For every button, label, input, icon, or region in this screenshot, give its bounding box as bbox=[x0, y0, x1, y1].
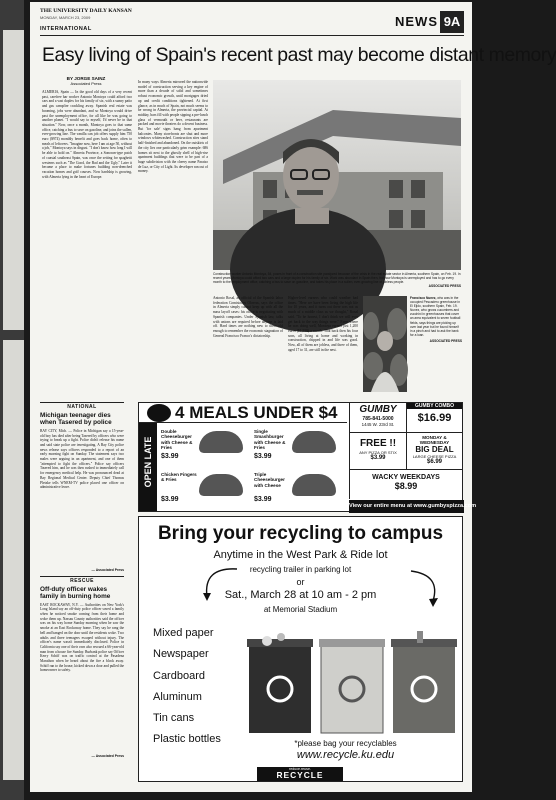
starburst-icon bbox=[147, 404, 171, 422]
meal-item bbox=[159, 468, 251, 510]
national-credit: — Associated Press bbox=[91, 567, 124, 572]
byline bbox=[42, 76, 130, 86]
recycle-line-2: Anytime in the West Park & Ride lot bbox=[213, 549, 388, 561]
recycle-url[interactable]: www.recycle.ku.edu bbox=[296, 749, 395, 761]
combo-label: GUMBY COMBO bbox=[407, 403, 462, 409]
recycle-note: *please bag your recyclables bbox=[294, 739, 397, 748]
burger-icon bbox=[199, 431, 243, 453]
paper-name: THE UNIVERSITY DAILY KANSAN bbox=[40, 8, 132, 14]
news-label: NEWS bbox=[395, 14, 438, 29]
free-label: FREE !! bbox=[359, 438, 397, 449]
recycle-logo-text: RECYCLE bbox=[276, 770, 324, 780]
material-item: Plastic bottles bbox=[153, 733, 221, 746]
meals-headline bbox=[175, 403, 338, 423]
combo-price: $16.99 bbox=[417, 412, 452, 424]
burger-icon bbox=[292, 431, 336, 453]
photo-greenhouse-farmer bbox=[363, 296, 407, 392]
materials-list bbox=[153, 627, 243, 755]
rescue-body: EAST ROCKAWAY, N.Y. — Authorities on New York's Long Island say an off-duty police officer saved a family when he noticed smoke coming from their home and woke them up. Nassau County authorities said the officer was on his way home Sunday morning when he saw the smoke at an East Rockaway home. They say he rang the bell and banged on the door until the residents woke. Two adults and three teenagers escaped without injury. The officer's name wasn't immediately disclosed. Police in California say one of their own also rescued a 66-year-old man from a house fire Sunday. Burbank police say Officer Kerry Schiff was on traffic control at the Pasadena Marathon when he heard about the fire a block away. Schiff ran to the house, kicked down a door and pulled the homeowner to safety. bbox=[40, 602, 124, 673]
article-column-3: Antonio Rosal, an official of the Spanish labor federation Comisiones Obreras, says the office in Almeria simply cannot keep up with all the mass layoff cases: his office is negotiating with Spanish companies. Under Spanish law, talks with unions are required before anyone is laid off. Hard times are nothing new to these old enough to remember the economic stagnation of General Francisco Franco's dictatorship. bbox=[213, 296, 283, 338]
recycle-logo-small: reduce.reuse. bbox=[289, 767, 311, 771]
burger-icon bbox=[199, 474, 243, 496]
meal-price: $3.99 bbox=[161, 496, 179, 503]
issue-date: MONDAY, MARCH 23, 2009 bbox=[40, 15, 91, 20]
main-photo bbox=[213, 80, 461, 270]
material-item: Aluminum bbox=[153, 690, 202, 703]
material-item: Newspaper bbox=[153, 648, 209, 661]
store-address: 1445 W. 23rd St. bbox=[361, 422, 395, 427]
caption-text: who was in the occupied Pescadero greenhouse in El Ejido, southern Spain, Feb. 19. Nunez, who grows cucumbers and zucchini in greenhouses that cover an area equivalent to seven football fields, says things are picking up over last year but he found himself in a pinch and had to ask the bank for a loan. bbox=[410, 296, 461, 337]
wire-service: Associated Press bbox=[70, 81, 102, 86]
monwed-label: MONDAY & WEDNESDAY bbox=[419, 435, 450, 445]
open-late-label: OPEN LATE bbox=[143, 436, 153, 488]
article-headline: Easy living of Spain's recent past may become distant memory bbox=[42, 44, 556, 66]
rescue-label: RESCUE bbox=[40, 576, 124, 584]
masthead bbox=[40, 8, 464, 36]
meal-name: Triple Cheeseburger with Cheese bbox=[254, 472, 285, 488]
recycling-ad bbox=[138, 516, 463, 782]
section-label: INTERNATIONAL bbox=[40, 26, 92, 32]
meal-item bbox=[159, 425, 251, 467]
curved-arrow-icon bbox=[407, 567, 443, 607]
free-sub: ANY PIZZA OR STIX bbox=[359, 450, 397, 455]
recycle-line-5: at Memorial Stadium bbox=[263, 605, 338, 614]
meals-banner bbox=[139, 403, 347, 423]
free-price: $3.99 bbox=[370, 455, 386, 461]
curved-arrow-icon bbox=[199, 563, 239, 603]
recycling-bins bbox=[247, 629, 459, 737]
free-deal bbox=[349, 433, 406, 469]
caption-name: Francisco Nunez, bbox=[410, 296, 437, 300]
wacky-label: WACKY WEEKDAYS bbox=[372, 474, 440, 481]
article-column-4: Higher-level earners who could weather bad times. "Here we have been living the high life for 10 years, and it turns out there was not as much of a middle class as we thought," Rosal said. "To be honest, I don't think we will ever get back to the way things were." Even where he was doing well, Montoya earned just 1,200 euros ($1,550) a month. That back then his four sons, all living at home and working in construction, chipped in and life was good. Now, all of them are jobless, and three of them, aged 17 to 31, are still in the nest. bbox=[288, 296, 358, 352]
meal-price: $3.99 bbox=[254, 453, 272, 460]
meal-name: Chicken Fingers & Fries bbox=[161, 472, 197, 483]
monwed-sub: LARGE CHEESE PIZZA bbox=[412, 454, 457, 459]
material-item: Mixed paper bbox=[153, 627, 214, 639]
combo-deal bbox=[406, 403, 462, 433]
meal-items bbox=[159, 425, 345, 511]
national-label: NATIONAL bbox=[40, 402, 124, 410]
page-number: 9A bbox=[440, 11, 464, 33]
burger-icon bbox=[292, 474, 336, 496]
monwed-price: $6.99 bbox=[426, 459, 442, 465]
secondary-photo-caption bbox=[410, 296, 462, 343]
national-headline: Michigan teenager dies when Tasered by police bbox=[40, 412, 112, 427]
photo-credit: ASSOCIATED PRESS bbox=[429, 338, 462, 343]
gumby-logo: GUMBY bbox=[359, 404, 397, 415]
monday-wednesday-deal bbox=[406, 433, 462, 469]
secondary-photo bbox=[363, 296, 407, 392]
article-column-2: In many ways Almeria mirrored the nationwide model of construction serving a key engine of more than a decade of solid and sometimes robust economic growth, until mortgages dried up and credit conditions tightened. At first glance, as in much of Spain, not much seems to be wrong in Almeria, the provincial capital. At midday, bars fill with people sipping a pre-lunch glass of vermouth or beer, restaurants are packed and movie theaters do a decent business. But 'for sale' signs hang from apartment balconies. Many storefronts are shut and more windows whitewashed. Construction sites stand half-finished and abandoned. On the outskirts of the city lies one particularly grim example: 686 homes sit next to the ghostly shell of high-rise apartment buildings that were to be part of a huge subdivision with the cheery name Paraiso de Luz, or City of Light. Its developer ran out of money. bbox=[138, 80, 208, 174]
adjacent-page-edge bbox=[0, 0, 24, 800]
material-item: Tin cans bbox=[153, 712, 195, 725]
rescue-credit: — Associated Press bbox=[91, 753, 124, 758]
photo-credit: ASSOCIATED PRESS bbox=[428, 284, 461, 288]
wacky-weekdays-deal bbox=[349, 469, 462, 499]
wacky-price: $8.99 bbox=[394, 481, 418, 491]
meals-number: 4 bbox=[175, 403, 185, 422]
newspaper-page bbox=[30, 2, 556, 792]
phone-number: 785-841-5000 bbox=[362, 416, 394, 422]
author: BY JORGE SAINZ bbox=[66, 76, 106, 81]
meal-item bbox=[252, 468, 344, 510]
news-briefs-sidebar bbox=[40, 402, 124, 782]
meals-text: MEALS UNDER $4 bbox=[189, 403, 338, 422]
main-photo-caption bbox=[213, 272, 461, 292]
photo-construction-worker bbox=[213, 80, 461, 270]
rescue-headline: Off-duty officer wakes family in burning home bbox=[40, 585, 111, 601]
meal-item bbox=[252, 425, 344, 467]
caption-text: Construction worker Antonio Montoya, 54, poses in front of a construction site paralyzed because of the crisis in the real estate sector in Almeria, southern Spain, on Feb. 19. In recent years Montoya could afford two cars and a large duplex for his family of six. Work was abundant in Spain then, but now Montoya is unemployed and has to go every month to the employment office, catching a bus to save on gasoline, and takes his place in a sullen, ever-growing line of jobless people. bbox=[213, 272, 461, 284]
menu-url[interactable]: View our entire menu at www.gumbyspizza.com bbox=[349, 500, 464, 513]
recycle-or: or bbox=[296, 577, 305, 587]
meal-price: $3.99 bbox=[254, 496, 272, 503]
monwed-deal: BIG DEAL bbox=[415, 445, 454, 454]
meal-name: Single Smashburger with Cheese & Fries bbox=[254, 429, 286, 451]
meal-price: $3.99 bbox=[161, 453, 179, 460]
meal-name: Double Cheeseburger with Cheese & Fries bbox=[161, 429, 193, 451]
gumby-logo-block bbox=[349, 403, 406, 433]
recycle-logo bbox=[257, 767, 343, 781]
article-column-1: ALMERIA, Spain — In the good old days of a very recent past, carefree bar worker Antonio Montoya could afford two cars and a vast duplex for his family of six, with a sunny patio and gas campfire crackling away. Spanish real estate was booming, jobs were abundant, and so Montoya would drive past the unemployment office, for all like he was going to another planet. "I would say to myself, I'd never be in that situation." Now, once a month, Montoya goes to that same office, catching a bus to save on gasoline, and joins the sullen, ever-growing line. The vanilla can job offers supply him 750 euro ($974) monthly benefit and goes back home, often to meals of leftovers. "Imagine now, here I am at age 50, without a job," Montoya says in disgust. "I don't know how long I will be able to hold on." Almeria Province, a Sonoran-type patch of coastal southeast Spain, was once the setting for spaghetti westerns such as "The Good, the Bad and the Ugly." Later it became a place to make fortunes building non-drenched vacation homes and golf courses. Now hardship is growing, with Almeria lying in the heart of Europe. bbox=[42, 90, 132, 179]
recycle-line-3: recycling trailer in parking lot bbox=[249, 565, 352, 574]
gumby-pizza-ad bbox=[138, 402, 477, 512]
open-late-panel bbox=[139, 423, 157, 511]
recycle-line-4: Sat., March 28 at 10 am - 2 pm bbox=[224, 589, 377, 601]
national-body: BAY CITY, Mich. — Police in Michigan say a 15-year-old boy has died after being Tasered by officers who were trying to break up a fight. Police didn't release his name and said state police are investigating. A Bay City police news release says officers responded to a report of an early morning fight on Sunday. The statement says two males were arguing in an apartment, and one of them "attempted to fight the officers." Police say officers Tasered him, and he was then rushed to immediately call for emergency medical help. He was pronounced dead at Bay Regional Medical Center. Deputy Chief Thomas Pletzke tells WNEM-TV police placed one officer on administrative leave. bbox=[40, 428, 124, 490]
material-item: Cardboard bbox=[153, 669, 205, 682]
recycle-headline: Bring your recycling to campus bbox=[157, 523, 444, 544]
recycling-bins-illustration bbox=[247, 629, 459, 737]
